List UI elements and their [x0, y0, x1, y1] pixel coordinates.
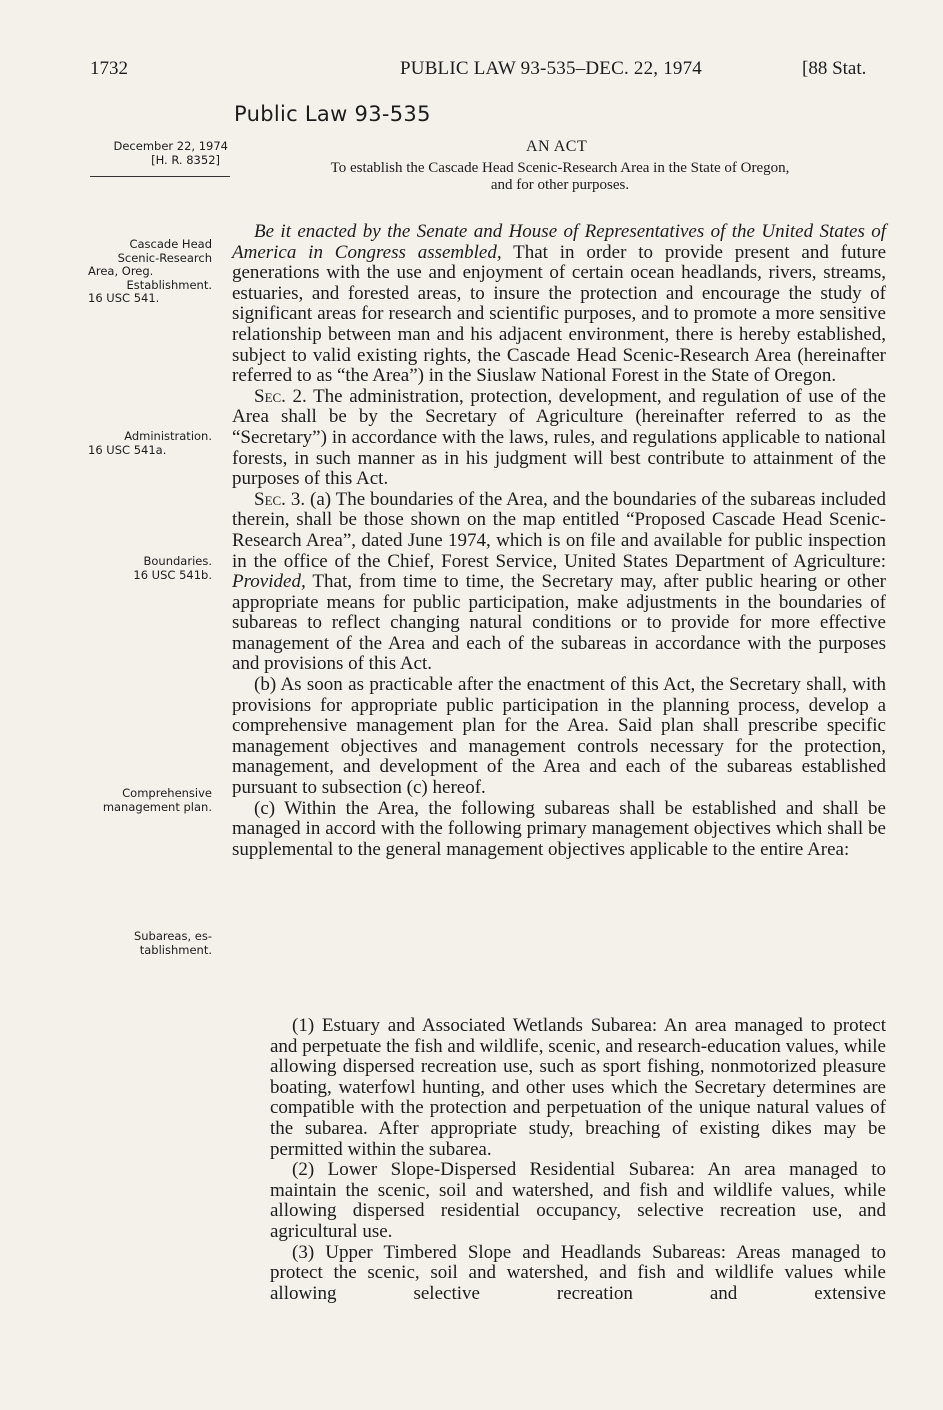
margin-subareas-line-2: tablishment. — [139, 942, 212, 957]
act-purpose — [234, 160, 886, 194]
subarea-item-1: (1) Estuary and Associated Wetlands Subarea: An area managed to protect and perpetuate the fish and wildlife, scenic, and research-education values, while allowing dispersed recreation use, such as sport fishing, nonmotorized pleasure boating, waterfowl hunting, and other uses which the Secretary determines are compatible with the protection and perpetuation of the unique natural values of the subarea. After appropriate study, breaching of existing dikes may be permitted within the subarea. — [270, 1015, 886, 1160]
law-title: Public Law 93-535 — [234, 102, 431, 126]
margin-admin-line-2: 16 USC 541a. — [88, 442, 167, 457]
margin-note-boundaries — [88, 555, 212, 582]
margin-comp-line-1: Comprehensive — [122, 786, 212, 800]
section-3a — [232, 490, 886, 675]
act-purpose-line-1: To establish the Cascade Head Scenic-Research Area in the State of Oregon, — [330, 160, 790, 176]
margin-cascade-line-2: Scenic-Research — [117, 250, 212, 265]
act-heading: AN ACT — [526, 138, 588, 155]
margin-bound-line-2: 16 USC 541b. — [133, 567, 212, 582]
section-3a-text-2: That, from time to time, the Secretary may, after public hearing or other appropriate means for public participation, make adjustments in the boundaries of subareas to reflect changing natural conditions or to provide for more effective management of the Area and each of the subareas in accordance with the purposes and provisions of this Act. — [232, 571, 886, 675]
section-3c: (c) Within the Area, the following subareas shall be established and shall be managed in accord with the following primary management objectives which shall be supplemental to the general management objectives applicable to the entire Area: — [232, 797, 886, 860]
running-title: PUBLIC LAW 93-535–DEC. 22, 1974 — [400, 58, 702, 79]
margin-bound-line-1: Boundaries. — [143, 554, 212, 568]
margin-cascade-line-5: 16 USC 541. — [88, 291, 160, 305]
margin-bill: [H. R. 8352] — [151, 152, 220, 167]
section-2-text: The administration, protection, development, and regulation of use of the Area shall be by the Secretary of Agriculture (hereinafter referred to as the “Secretary”) in accordance with the laws, rules, and regulations applicable to national forests, in such manner as in his judgment will best contribute to attainment of the purposes of this Act. — [232, 385, 886, 490]
section-2-label: Sec. 2. — [254, 385, 307, 407]
margin-cascade-line-3: Area, Oreg. — [88, 264, 154, 278]
enacting-formula: Be it enacted by the Senate and House of Representatives of the United States of America in Congress assembled, — [232, 221, 886, 263]
section-3b: (b) As soon as practicable after the enactment of this Act, the Secretary shall, with provisions for appropriate public participation in the planning process, develop a comprehensive management plan for the Area. Said plan shall prescribe specific management objectives and management controls necessary for the protection, management, and development of the Area and each of the subareas established pursuant to subsection (c) hereof. — [232, 674, 886, 799]
section-3-label: Sec. 3. — [254, 488, 306, 510]
margin-note-cascade — [88, 238, 212, 306]
margin-subareas-line-1: Subareas, es- — [133, 929, 212, 943]
page-number: 1732 — [90, 58, 128, 79]
volume-reference: [88 Stat. — [802, 58, 867, 79]
section-1-text: That in order to provide present and future generations with the use and enjoyment of certain ocean headlands, rivers, streams, estuaries, and forested areas, to insure the protection and encourage the study of significant areas for research and scientific purposes, and to promote a more sensitive relationship between man and his adjacent environment, there is hereby established, subject to valid existing rights, the Cascade Head Scenic-Research Area (hereinafter referred to as “the Area”) in the Siuslaw National Forest in the State of Oregon. — [232, 241, 887, 387]
subareas-list — [270, 1016, 886, 1304]
margin-admin-line-1: Administration. — [124, 429, 212, 443]
margin-rule — [90, 176, 230, 177]
subarea-item-3: (3) Upper Timbered Slope and Headlands Subareas: Areas managed to protect the scenic, soil and watershed, and fish and wildlife values while allowing selective recreation and extensive — [270, 1241, 886, 1304]
enacting-clause — [232, 222, 886, 387]
margin-date: December 22, 1974 — [113, 139, 228, 153]
margin-note-subareas — [88, 930, 212, 957]
subarea-item-2: (2) Lower Slope-Dispersed Residential Subarea: An area managed to maintain the scenic, soil and watershed, and fish and wildlife values, while allowing dispersed residential occupancy, selective recreation use, and agricultural use. — [270, 1159, 886, 1242]
margin-note-comprehensive — [88, 787, 212, 814]
margin-cascade-line-4: Establishment. — [126, 277, 212, 292]
main-text — [232, 222, 886, 860]
act-purpose-line-2: and for other purposes. — [490, 177, 630, 193]
margin-date-block — [90, 140, 228, 167]
section-3a-text-1: (a) The boundaries of the Area, and the boundaries of the subareas included therein, shall be those shown on the map entitled “Proposed Cascade Head Scenic-Research Area”, dated June 1974, which is on file and available for public inspection in the office of the Chief, Forest Service, United States Department of Agriculture: — [232, 488, 886, 572]
section-2 — [232, 387, 886, 490]
proviso-word: Provided, — [232, 571, 306, 593]
margin-cascade-line-1: Cascade Head — [129, 237, 212, 251]
margin-comp-line-2: management plan. — [102, 799, 212, 814]
margin-note-administration — [88, 430, 212, 457]
